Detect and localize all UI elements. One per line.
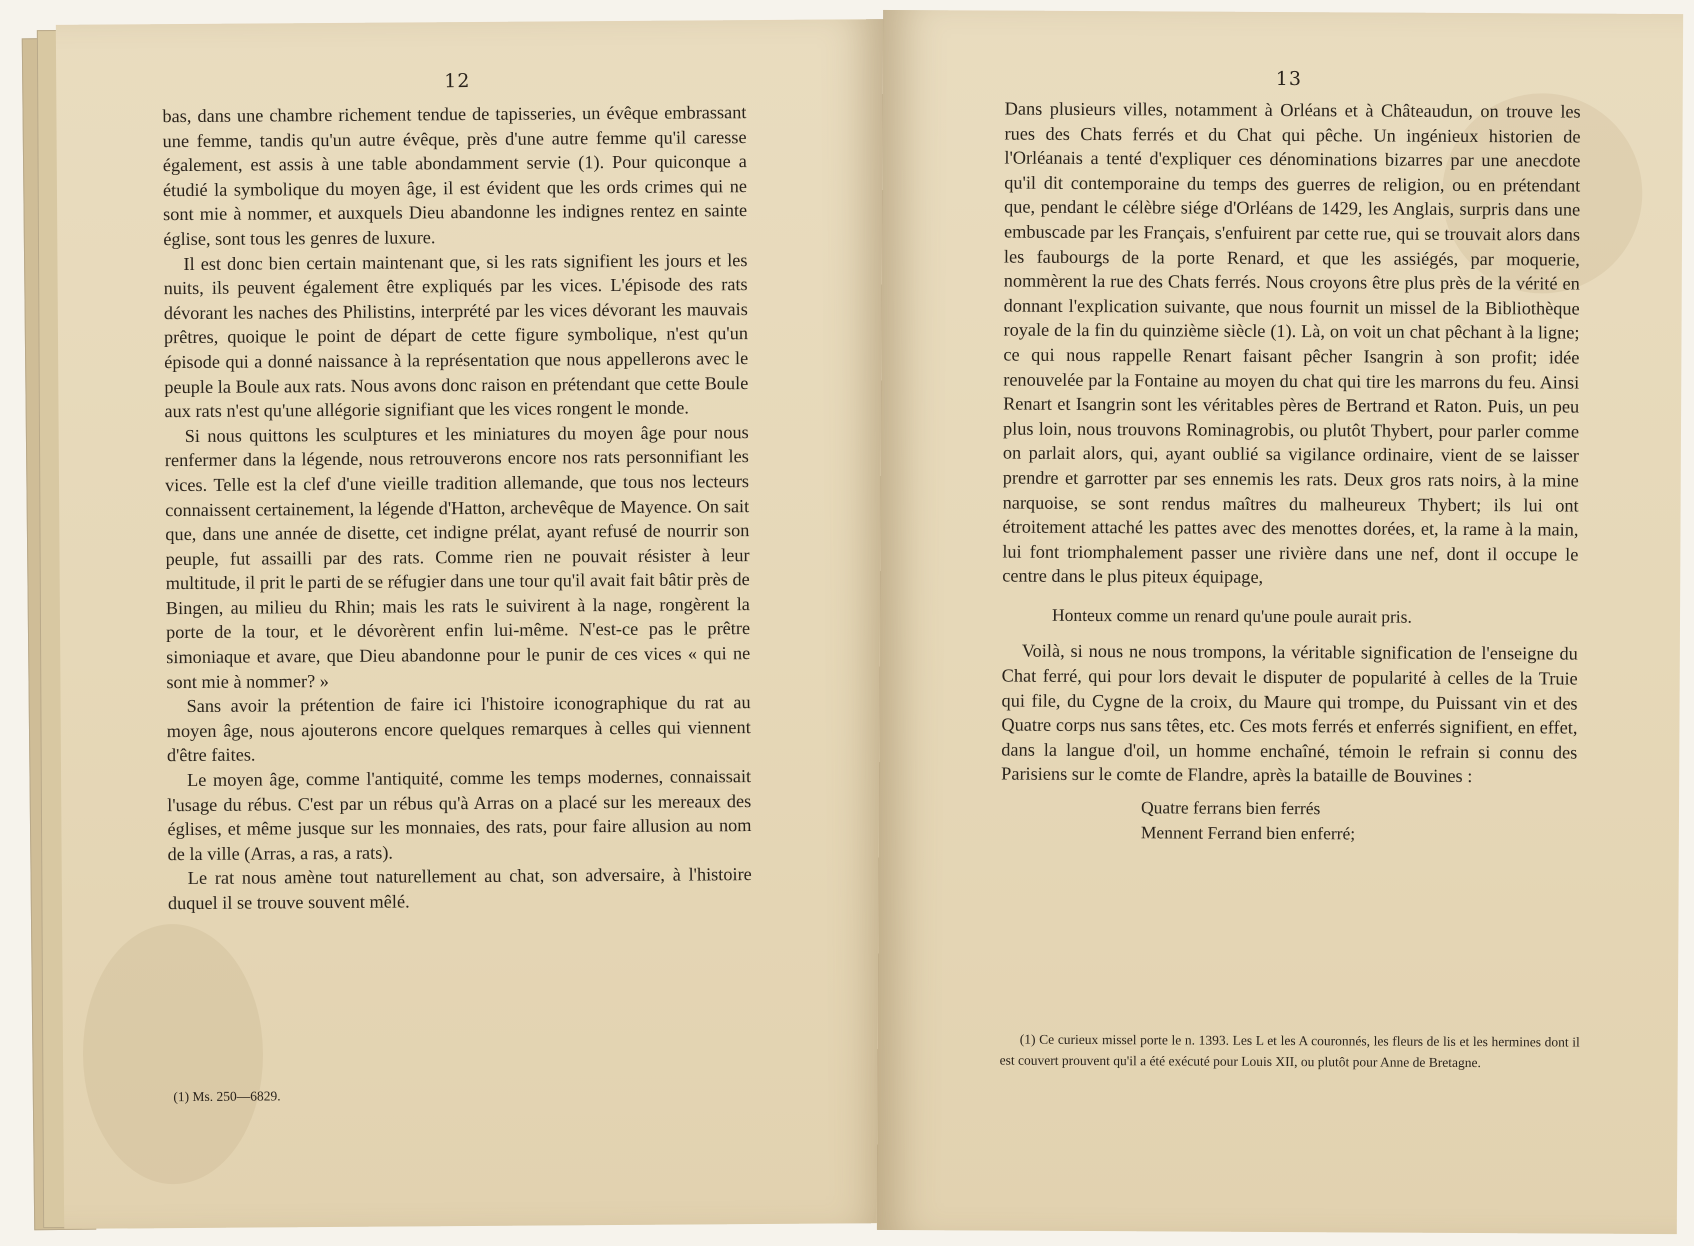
page-number: 13 — [1275, 67, 1303, 91]
paragraph: bas, dans une chambre richement tendue de tapisseries, un évêque embrassant une femme, tandis qu'un autre évêque, près d'une autre femme qu'il caresse également, est assis à une table abondamment servie (1). Pour quiconque a étudié la symbolique du moyen âge, il est évident que les ords crimes qui ne sont mie à nommer, et auxquels Dieu abandonne les indignes rentez en sainte église, sont tous les genres de luxure. — [162, 102, 748, 250]
body-text — [162, 100, 752, 916]
paragraph: Il est donc bien certain maintenant que, si les rats signifient les jours et les nuits, ils peuvent également être expliqués par les vices. L'épisode des rats dévorant les naches des Philistins, interprété par les vices dévorant les mauvais prêtres, quoique le point de départ de cette figure symbolique, n'est qu'un épisode qui a donné naissance à la représentation que nous appellerons avec le peuple la Boule aux rats. Nous avons donc raison en prétendant que cette Boule aux rats n'est qu'une allégorie signifiant que les vices rongent le monde. — [163, 249, 749, 422]
couplet-line: Quatre ferrans bien ferrés — [1140, 797, 1321, 819]
right-page — [877, 10, 1683, 1234]
couplet-line: Mennent Ferrand bien enferré; — [1140, 821, 1356, 844]
paragraph: Le moyen âge, comme l'antiquité, comme les temps modernes, connaissait l'usage du rébus. C'est par un rébus qu'à Arras on a placé sur les mereaux des églises, et même jusque sur les monnaies, des rats, pour faire allusion au nom de la ville (Arras, a ras, a rats). — [167, 766, 752, 864]
paragraph: Si nous quittons les sculptures et les miniatures du moyen âge pour nous renfermer dans la légende, nous retrouverons encore nos rats personnifiant les vices. Telle est la clef d'une vieille tradition allemande, que tous nos lecteurs connaissent certainement, la légende d'Hatton, archevêque de Mayence. On sait que, dans une année de disette, cet indigne prélat, ayant refusé de nourrir son peuple, fut assailli par des rats. Comme rien ne pouvait résister à leur multitude, il prit le parti de se réfugier dans une tour qu'il avait fait bâtir près de Bingen, au milieu du Rhin; mais les rats le suivirent à la nage, rongèrent la porte de la tour, et le dévorèrent enfin lui-même. N'est-ce pas le prêtre simoniaque et avare, que Dieu abandonne pour le punir de ces vices « qui ne sont mie à nommer? » — [164, 421, 751, 692]
paragraph: Le rat nous amène tout naturellement au chat, son adversaire, à l'histoire duquel il se trouve souvent mêlé. — [167, 864, 752, 914]
verse-line: Honteux comme un renard qu'une poule aurait pris. — [1051, 604, 1412, 627]
footnote-text: (1) Ms. 250—6829. — [173, 1088, 281, 1105]
footnote-text: (1) Ce curieux missel porte le n. 1393. Les L et les A couronnés, les fleurs de lis et les hermines dont il est couvert prouvent qu'il a été exécuté pour Louis XII, ou plutôt pour Anne de Bretagne. — [999, 1031, 1580, 1071]
footnote — [173, 1082, 733, 1107]
paragraph: Voilà, si nous ne nous trompons, la véritable signification de l'enseigne du Chat ferré, qui pour lors devait le disputer de popularité à celles de la Truie qui file, du Cygne de la croix, du Maure qui trompe, du Puissant vin et des Quatre corps nus sans têtes, etc. Ces mots ferrés et enferrés signifient, en effet, dans la langue d'oil, un homme enchaîné, témoin le refrain si connu des Parisiens sur le comte de Flandre, après la bataille de Bouvines : — [1001, 641, 1578, 787]
page-number: 12 — [444, 70, 471, 93]
footnote — [1000, 1029, 1580, 1074]
left-page — [56, 19, 894, 1229]
paragraph: Dans plusieurs villes, notamment à Orléans et à Châteaudun, on trouve les rues des Chats ferrés et du Chat qui pêche. Un ingénieux historien de l'Orléanais a tenté d'expliquer ces dénominations bizarres par une anecdote qu'il dit contemporaine du temps des guerres de religion, ou en prétendant que, pendant le célèbre siége d'Orléans de 1429, les Anglais, surpris dans une embuscade par les Français, s'enfuirent par cette rue, qui se trouvait alors dans les faubourgs de la porte Renard, et que les assiégés, par moquerie, nommèrent la rue des Chats ferrés. Nous croyons être plus près de la vérité en donnant l'explication suivante, que nous fournit un missel de la Bibliothèque royale de la fin du quinzième siècle (1). Là, on voit un chat pêchant à la ligne; ce qui nous rappelle Renart faisant pêcher Isangrin à son profit; idée renouvelée par la Fontaine au moyen du chat qui tire les marrons du feu. Ainsi Renart et Isangrin sont les véritables pères de Bertrand et Raton. Puis, un peu plus loin, nous trouvons Rominagrobis, ou plutôt Thybert, pour parler comme on parlait alors, qui, ayant oublié sa vigilance ordinaire, vient de se laisser prendre et garrotter par ses ennemis les rats. Deux gros rats noirs, à la mine narquoise, se sont rendus maîtres du malheureux Thybert; ils lui ont étroitement attaché les pattes avec des menottes dorées, et, la rame à la main, lui font triomphalement passer une rivière dans une nef, dont il occupe le centre dans le plus piteux équipage, — [1002, 98, 1581, 588]
paper-stain — [82, 923, 264, 1184]
paragraph: Sans avoir la prétention de faire ici l'histoire iconographique du rat au moyen âge, nous ajouterons encore quelques remarques à celles qui viennent d'être faites. — [166, 692, 751, 766]
body-text — [1001, 97, 1581, 847]
